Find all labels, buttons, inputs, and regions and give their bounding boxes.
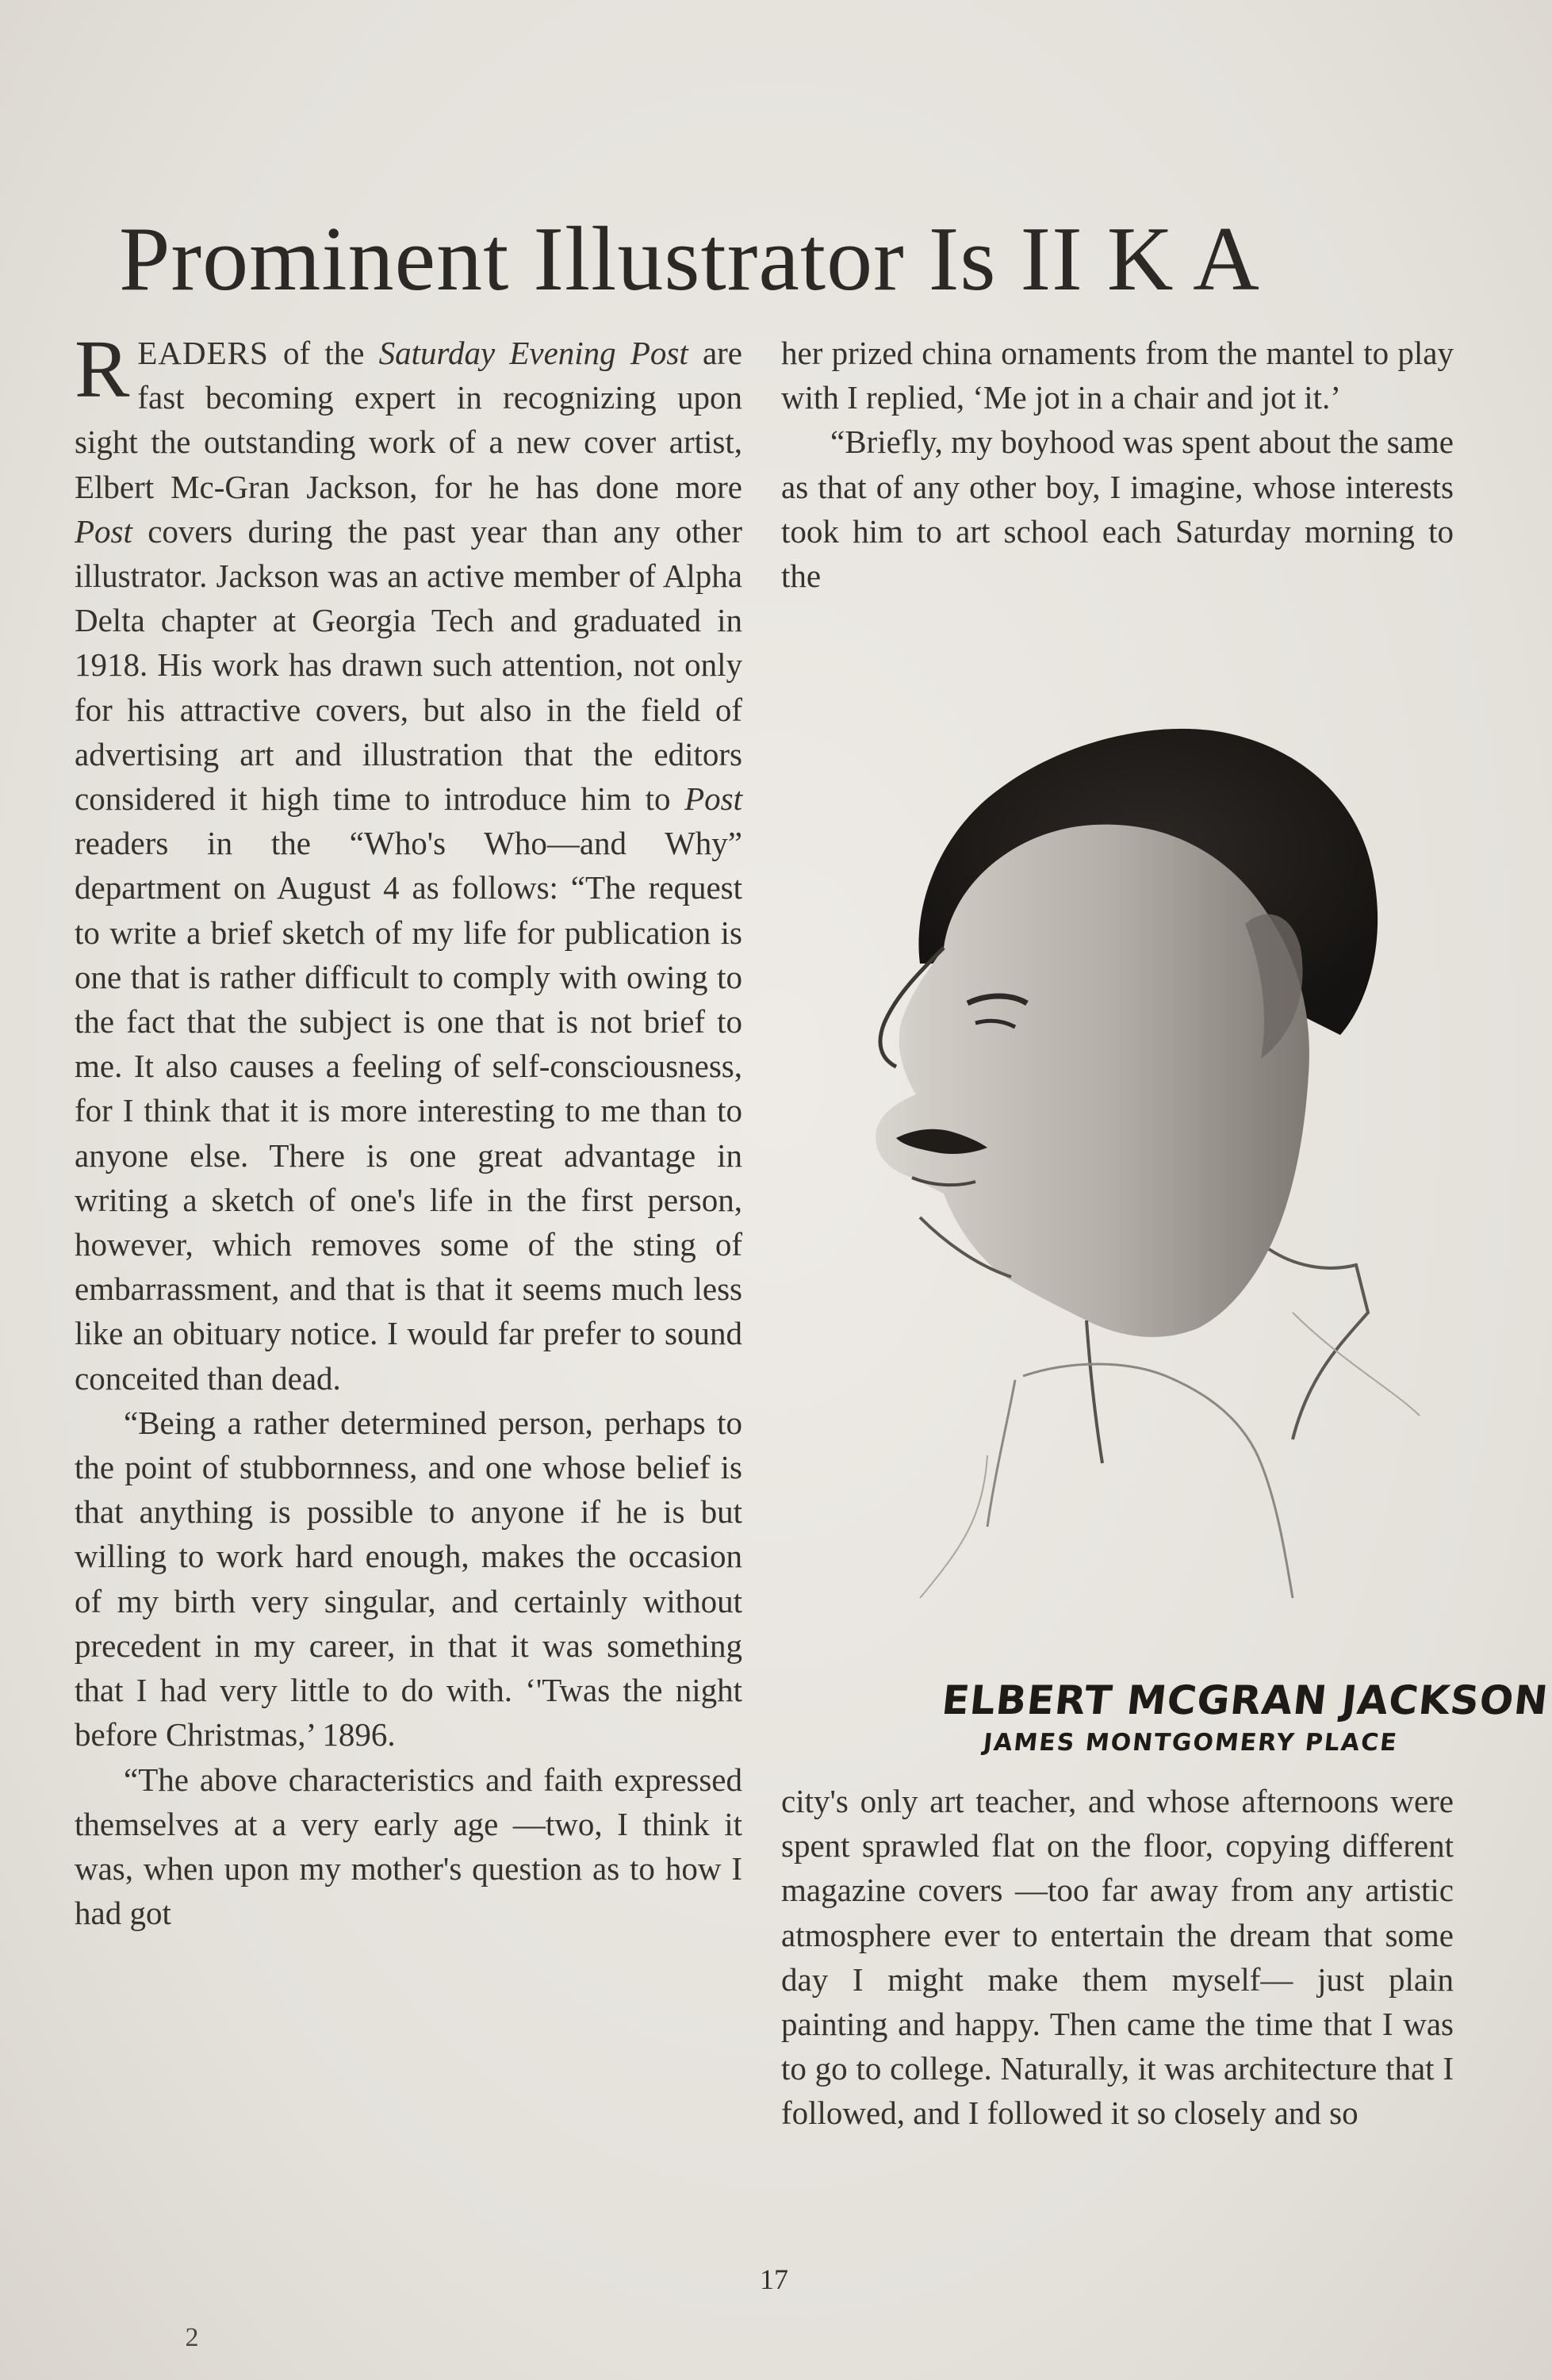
- paragraph-1: READERS of the Saturday Evening Post are fast becoming expert in recognizing upon sight the outstanding work of a new cover artist, Elbert Mc-Gran Jackson, for he has done more Post covers during the past year than any other illustrator. Jackson was an active member of Alpha Delta chapter at Georgia Tech and graduated in 1918. His work has drawn such attention, not only for his attractive covers, but also in the field of advertising art and illustration that the editors considered it high time to introduce him to Post readers in the “Who's Who—and Why” department on August 4 as follows: “The request to write a brief sketch of my life for publication is one that is rather difficult to comply with owing to the fact that the subject is one that is not brief to me. It also causes a feeling of self-consciousness, for I think that it is more interesting to me than to anyone else. There is one great advantage in writing a sketch of one's life in the first person, however, which removes some of the sting of embarrassment, and that is that it seems much less like an obituary notice. I would far prefer to sound conceited than dead.: [75, 324, 742, 1397]
- right-column-top: [781, 331, 1454, 598]
- secondary-page-number: 2: [185, 2323, 199, 2352]
- paragraph-3: “The above characteristics and faith expressed themselves at a very early age —two, I think it was, when upon my mother's question as to how I had got: [75, 1761, 742, 1932]
- lead-caps: EADERS: [137, 335, 269, 371]
- artist-signature: ELBERT MCGRAN JACKSON: [939, 1677, 1551, 1723]
- paragraph-5: “Briefly, my boyhood was spent about the same as that of any other boy, I imagine, whose interests took him to art school each Saturday morning to the: [781, 423, 1454, 595]
- right-column-bottom: [781, 1779, 1454, 2136]
- publication-name: Saturday Evening Post: [378, 335, 688, 371]
- drop-cap: R: [75, 324, 130, 415]
- portrait-illustration: [785, 662, 1451, 1685]
- signature-address: JAMES MONTGOMERY PLACE: [982, 1729, 1400, 1757]
- paragraph-2: “Being a rather determined person, perhaps to the point of stubbornness, and one whose belief is that anything is possible to anyone if he is but willing to work hard enough, makes the occasion of my birth very singular, and certainly without precedent in my career, in that it was something that I had very little to do with. ‘'Twas the night before Christmas,’ 1896.: [75, 1404, 742, 1753]
- paragraph-6: city's only art teacher, and whose afternoons were spent sprawled flat on the floor, copying different magazine covers —too far away from any artistic atmosphere ever to entertain the dream that some day I might make them myself— just plain painting and happy. Then came the time that I was to go to college. Naturally, it was architecture that I followed, and I followed it so closely and so: [781, 1783, 1454, 2132]
- page-number: 17: [760, 2263, 788, 2295]
- article-title: Prominent Illustrator Is II K A: [119, 209, 1260, 310]
- paragraph-4: her prized china ornaments from the mantel to play with I replied, ‘Me jot in a chair and jot it.’: [781, 335, 1454, 416]
- left-column: [75, 324, 742, 1935]
